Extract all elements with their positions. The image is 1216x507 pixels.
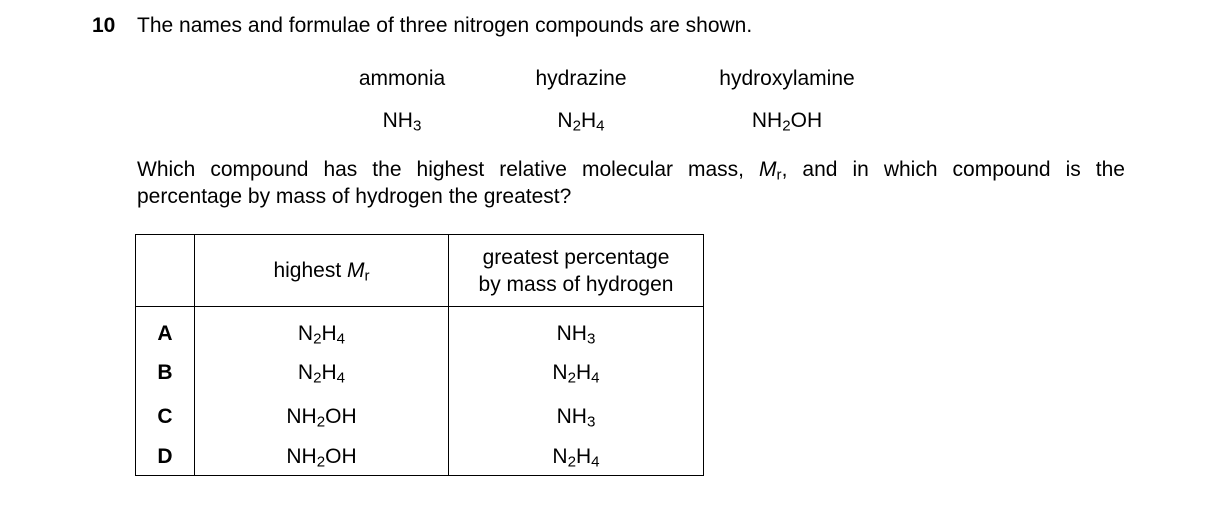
table-row[interactable] bbox=[136, 439, 704, 476]
compound-hydroxylamine bbox=[677, 67, 897, 133]
option-greatest-hydrogen: $N_2H_4$ bbox=[449, 351, 704, 395]
compound-formula: $N_2H_4$ bbox=[557, 109, 605, 135]
option-letter[interactable]: C bbox=[136, 395, 195, 439]
option-letter[interactable]: D bbox=[136, 439, 195, 476]
prompt-line-2: percentage by mass of hydrogen the greatest? bbox=[137, 185, 572, 208]
option-highest-mr: $N_2H_4$ bbox=[195, 307, 449, 352]
option-letter[interactable]: B bbox=[136, 351, 195, 395]
option-greatest-hydrogen: $NH_3$ bbox=[449, 307, 704, 352]
option-letter[interactable]: A bbox=[136, 307, 195, 352]
compound-name: hydrazine bbox=[535, 67, 627, 90]
compound-formula: $NH_2OH$ bbox=[751, 109, 823, 135]
table-row[interactable] bbox=[136, 307, 704, 352]
header-greatest-percentage: greatest percentage by mass of hydrogen bbox=[449, 235, 704, 307]
table-row[interactable] bbox=[136, 395, 704, 439]
table-header-row bbox=[136, 235, 704, 307]
compound-name: ammonia bbox=[358, 67, 446, 90]
compound-formula: $NH_3$ bbox=[382, 109, 422, 135]
compound-hydrazine bbox=[471, 67, 691, 133]
question-prompt bbox=[137, 156, 1125, 210]
option-highest-mr: $N_2H_4$ bbox=[195, 351, 449, 395]
header-highest-mr: highest $M_r$ bbox=[195, 235, 449, 307]
header-empty-cell bbox=[136, 235, 195, 307]
question-stem: The names and formulae of three nitrogen compounds are shown. bbox=[137, 14, 753, 37]
prompt-line-1: Which compound has the highest relative molecular mass, $M_r$, and in which compound is the bbox=[137, 158, 1125, 184]
option-greatest-hydrogen: $NH_3$ bbox=[449, 395, 704, 439]
compound-name: hydroxylamine bbox=[719, 67, 855, 90]
option-highest-mr: $NH_2OH$ bbox=[195, 439, 449, 476]
option-highest-mr: $NH_2OH$ bbox=[195, 395, 449, 439]
table-row[interactable] bbox=[136, 351, 704, 395]
question-number: 10 bbox=[92, 14, 116, 37]
option-greatest-hydrogen: $N_2H_4$ bbox=[449, 439, 704, 476]
options-table bbox=[135, 234, 704, 476]
